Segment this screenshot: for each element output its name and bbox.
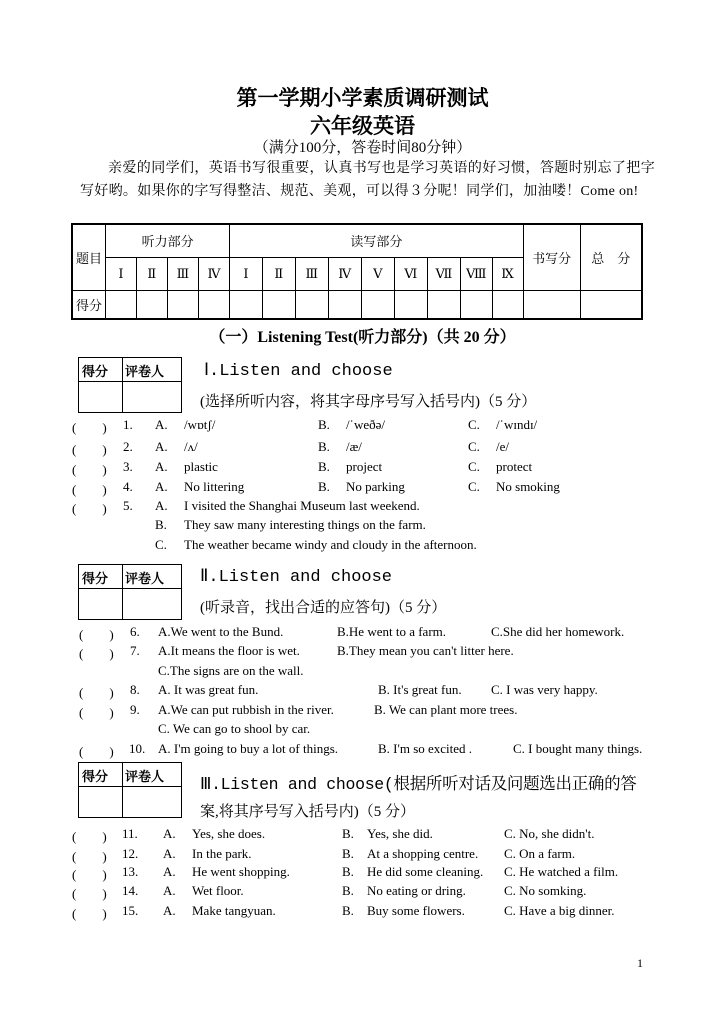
part-2-subtitle: (听录音，找出合适的应答句)（5 分）: [200, 600, 447, 616]
exam-title: 第一学期小学素质调研测试: [236, 86, 489, 110]
option-a: /wɒtʃ/: [184, 417, 216, 432]
numeral-cell: Ⅰ: [230, 257, 263, 290]
answer-paren[interactable]: ( ): [79, 627, 114, 642]
option-letter: C.: [468, 479, 480, 494]
numeral-cell: Ⅰ: [106, 257, 137, 290]
option-letter: A.: [155, 439, 168, 454]
grade-box: [78, 564, 182, 620]
option-a: Yes, she does.: [192, 826, 266, 841]
reading-writing-header: 读写部分: [230, 224, 524, 257]
question-number: 4.: [123, 479, 133, 494]
question-number: 7.: [130, 643, 140, 658]
option-letter: A.: [163, 864, 176, 879]
listening-header: 听力部分: [106, 224, 230, 257]
question-number: 8.: [130, 682, 140, 697]
question-number: 2.: [123, 439, 133, 454]
option-letter: A.: [163, 903, 176, 918]
score-cell: [295, 290, 328, 319]
option-c: C. No, she didn't.: [504, 826, 595, 841]
score-cell: [492, 290, 523, 319]
question-number: 5.: [123, 498, 133, 513]
option-b: B. We can plant more trees.: [374, 702, 518, 717]
option-b: No parking: [346, 479, 405, 494]
score-cell: [523, 290, 580, 319]
option-b: At a shopping centre.: [367, 846, 479, 861]
numeral-cell: Ⅳ: [328, 257, 361, 290]
row-header-cell: 题目: [72, 224, 106, 290]
option-c: C. No somking.: [504, 883, 587, 898]
score-cell: [361, 290, 394, 319]
option-letter: A.: [155, 479, 168, 494]
answer-paren[interactable]: ( ): [79, 646, 114, 661]
option-b: project: [346, 459, 383, 474]
option-letter: B.: [342, 883, 354, 898]
answer-paren[interactable]: ( ): [72, 482, 107, 497]
page-number: 1: [637, 956, 643, 970]
score-cell: [230, 290, 263, 319]
numeral-cell: Ⅱ: [262, 257, 295, 290]
score-cell: [394, 290, 427, 319]
question-number: 1.: [123, 417, 133, 432]
question-number: 6.: [130, 624, 140, 639]
option-c: C.She did her homework.: [491, 624, 625, 639]
option-letter: A.: [163, 883, 176, 898]
score-cell: [461, 290, 493, 319]
option-c: protect: [496, 459, 533, 474]
option-letter: B.: [342, 826, 354, 841]
answer-paren[interactable]: ( ): [79, 705, 114, 720]
part-1-title: Ⅰ.Listen and choose: [204, 362, 393, 381]
numeral-cell: Ⅴ: [361, 257, 394, 290]
option-c: /ˈwɪndɪ/: [496, 417, 538, 432]
option-a: Make tangyuan.: [192, 903, 276, 918]
intro-paragraph: 亲爱的同学们，英语书写很重要，认真书写也是学习英语的好习惯，答题时别忘了把字写好哟。如果你的字写得整洁、规范、美观，可以得３分呢！同学们，加油喽！Come on!: [80, 161, 655, 199]
option-letter: B.: [318, 439, 330, 454]
numeral-cell: Ⅸ: [492, 257, 523, 290]
score-row-label: 得分: [72, 290, 106, 319]
option-letter: B.: [342, 903, 354, 918]
option-letter: B.: [342, 864, 354, 879]
option-a: A. It was great fun.: [158, 682, 259, 697]
question-number: 13.: [122, 864, 139, 879]
option-letter: B.: [342, 846, 354, 861]
part-3-title: Ⅲ.Listen and choose(根据所听对话及问题选出正确的答: [200, 775, 637, 794]
question-number: 9.: [130, 702, 140, 717]
option-b: /æ/: [346, 439, 362, 454]
answer-paren[interactable]: ( ): [72, 501, 107, 516]
option-c: C. I bought many things.: [513, 741, 643, 756]
option-b: They saw many interesting things on the farm.: [184, 517, 426, 532]
question-number: 15.: [122, 903, 139, 918]
score-cell: [328, 290, 361, 319]
option-c: C. Have a big dinner.: [504, 903, 615, 918]
option-b: No eating or dring.: [367, 883, 466, 898]
option-b: B.He went to a farm.: [337, 624, 447, 639]
answer-paren[interactable]: ( ): [72, 906, 107, 921]
full-marks-note: （满分100分，答卷时间80分钟）: [253, 140, 472, 156]
numeral-cell: Ⅳ: [198, 257, 229, 290]
option-letter: A.: [155, 417, 168, 432]
answer-paren[interactable]: ( ): [72, 829, 107, 844]
answer-paren[interactable]: ( ): [72, 849, 107, 864]
grade-box-score-label: 得分: [82, 364, 109, 379]
option-a: A.We went to the Bund.: [158, 624, 284, 639]
option-a: A.We can put rubbish in the river.: [158, 702, 334, 717]
numeral-cell: Ⅲ: [295, 257, 328, 290]
option-a: /ʌ/: [184, 439, 198, 454]
score-cell: [167, 290, 198, 319]
option-b: /ˈweðə/: [346, 417, 385, 432]
option-letter: B.: [318, 479, 330, 494]
writing-score-header: 书写分: [523, 224, 580, 290]
option-b: B.They mean you can't litter here.: [337, 643, 514, 658]
option-a: No littering: [184, 479, 245, 494]
option-c: The weather became windy and cloudy in the afternoon.: [184, 537, 477, 552]
numeral-cell: Ⅵ: [394, 257, 427, 290]
option-a: plastic: [184, 459, 218, 474]
total-score-header: 总 分: [580, 224, 642, 290]
score-cell: [580, 290, 642, 319]
answer-paren[interactable]: ( ): [79, 685, 114, 700]
answer-paren[interactable]: ( ): [72, 867, 107, 882]
answer-paren[interactable]: ( ): [72, 462, 107, 477]
answer-paren[interactable]: ( ): [72, 442, 107, 457]
part-2-title: Ⅱ.Listen and choose: [200, 568, 392, 587]
option-letter: B.: [155, 517, 167, 532]
grade-box-grader-label: 评卷人: [125, 364, 165, 379]
score-cell: [262, 290, 295, 319]
option-c: C. We can go to shool by car.: [158, 721, 311, 736]
question-number: 10.: [129, 741, 146, 756]
answer-paren[interactable]: ( ): [72, 886, 107, 901]
question-number: 12.: [122, 846, 139, 861]
grade-box-score-label: 得分: [82, 571, 109, 586]
option-c: C. I was very happy.: [491, 682, 598, 697]
option-c: C. He watched a film.: [504, 864, 619, 879]
option-letter: C.: [468, 459, 480, 474]
option-c: C.The signs are on the wall.: [158, 663, 304, 678]
score-cell: [136, 290, 167, 319]
part-1-subtitle: (选择所听内容，将其字母序号写入括号内)（5 分）: [200, 394, 537, 410]
question-number: 3.: [123, 459, 133, 474]
section-title: （一）Listening Test(听力部分)（共 20 分）: [209, 329, 516, 346]
option-letter: C.: [468, 439, 480, 454]
grade-box-grader-label: 评卷人: [125, 769, 165, 784]
option-b: B. I'm so excited .: [378, 741, 473, 756]
option-c: /e/: [496, 439, 509, 454]
numeral-cell: Ⅲ: [167, 257, 198, 290]
score-cell: [427, 290, 460, 319]
numeral-cell: Ⅶ: [427, 257, 460, 290]
option-c: No smoking: [496, 479, 560, 494]
option-letter: C.: [155, 537, 167, 552]
option-a: In the park.: [192, 846, 252, 861]
question-number: 11.: [122, 826, 138, 841]
option-a: He went shopping.: [192, 864, 290, 879]
option-b: Yes, she did.: [367, 826, 433, 841]
part-3-subtitle: 案,将其序号写入括号内)（5 分）: [200, 804, 415, 820]
option-letter: B.: [318, 459, 330, 474]
option-c: C. On a farm.: [504, 846, 576, 861]
option-letter: A.: [163, 826, 176, 841]
option-letter: A.: [163, 846, 176, 861]
option-a: A.It means the floor is wet.: [158, 643, 300, 658]
option-b: B. It's great fun.: [378, 682, 462, 697]
score-cell: [198, 290, 229, 319]
grade-box-score-label: 得分: [82, 769, 109, 784]
option-b: He did some cleaning.: [367, 864, 484, 879]
grade-box-grader-label: 评卷人: [125, 571, 165, 586]
grade-box: [78, 762, 182, 818]
option-a: Wet floor.: [192, 883, 244, 898]
question-number: 14.: [122, 883, 139, 898]
option-letter: C.: [468, 417, 480, 432]
answer-paren[interactable]: ( ): [79, 744, 114, 759]
option-b: Buy some flowers.: [367, 903, 465, 918]
exam-subtitle: 六年级英语: [310, 114, 415, 138]
option-letter: A.: [155, 498, 168, 513]
grade-box: [78, 357, 182, 413]
score-table: [71, 223, 643, 320]
numeral-cell: Ⅱ: [136, 257, 167, 290]
option-letter: A.: [155, 459, 168, 474]
option-a: I visited the Shanghai Museum last weekend.: [184, 498, 420, 513]
numeral-cell: Ⅷ: [461, 257, 493, 290]
answer-paren[interactable]: ( ): [72, 420, 107, 435]
option-a: A. I'm going to buy a lot of things.: [158, 741, 339, 756]
option-letter: B.: [318, 417, 330, 432]
score-cell: [106, 290, 137, 319]
